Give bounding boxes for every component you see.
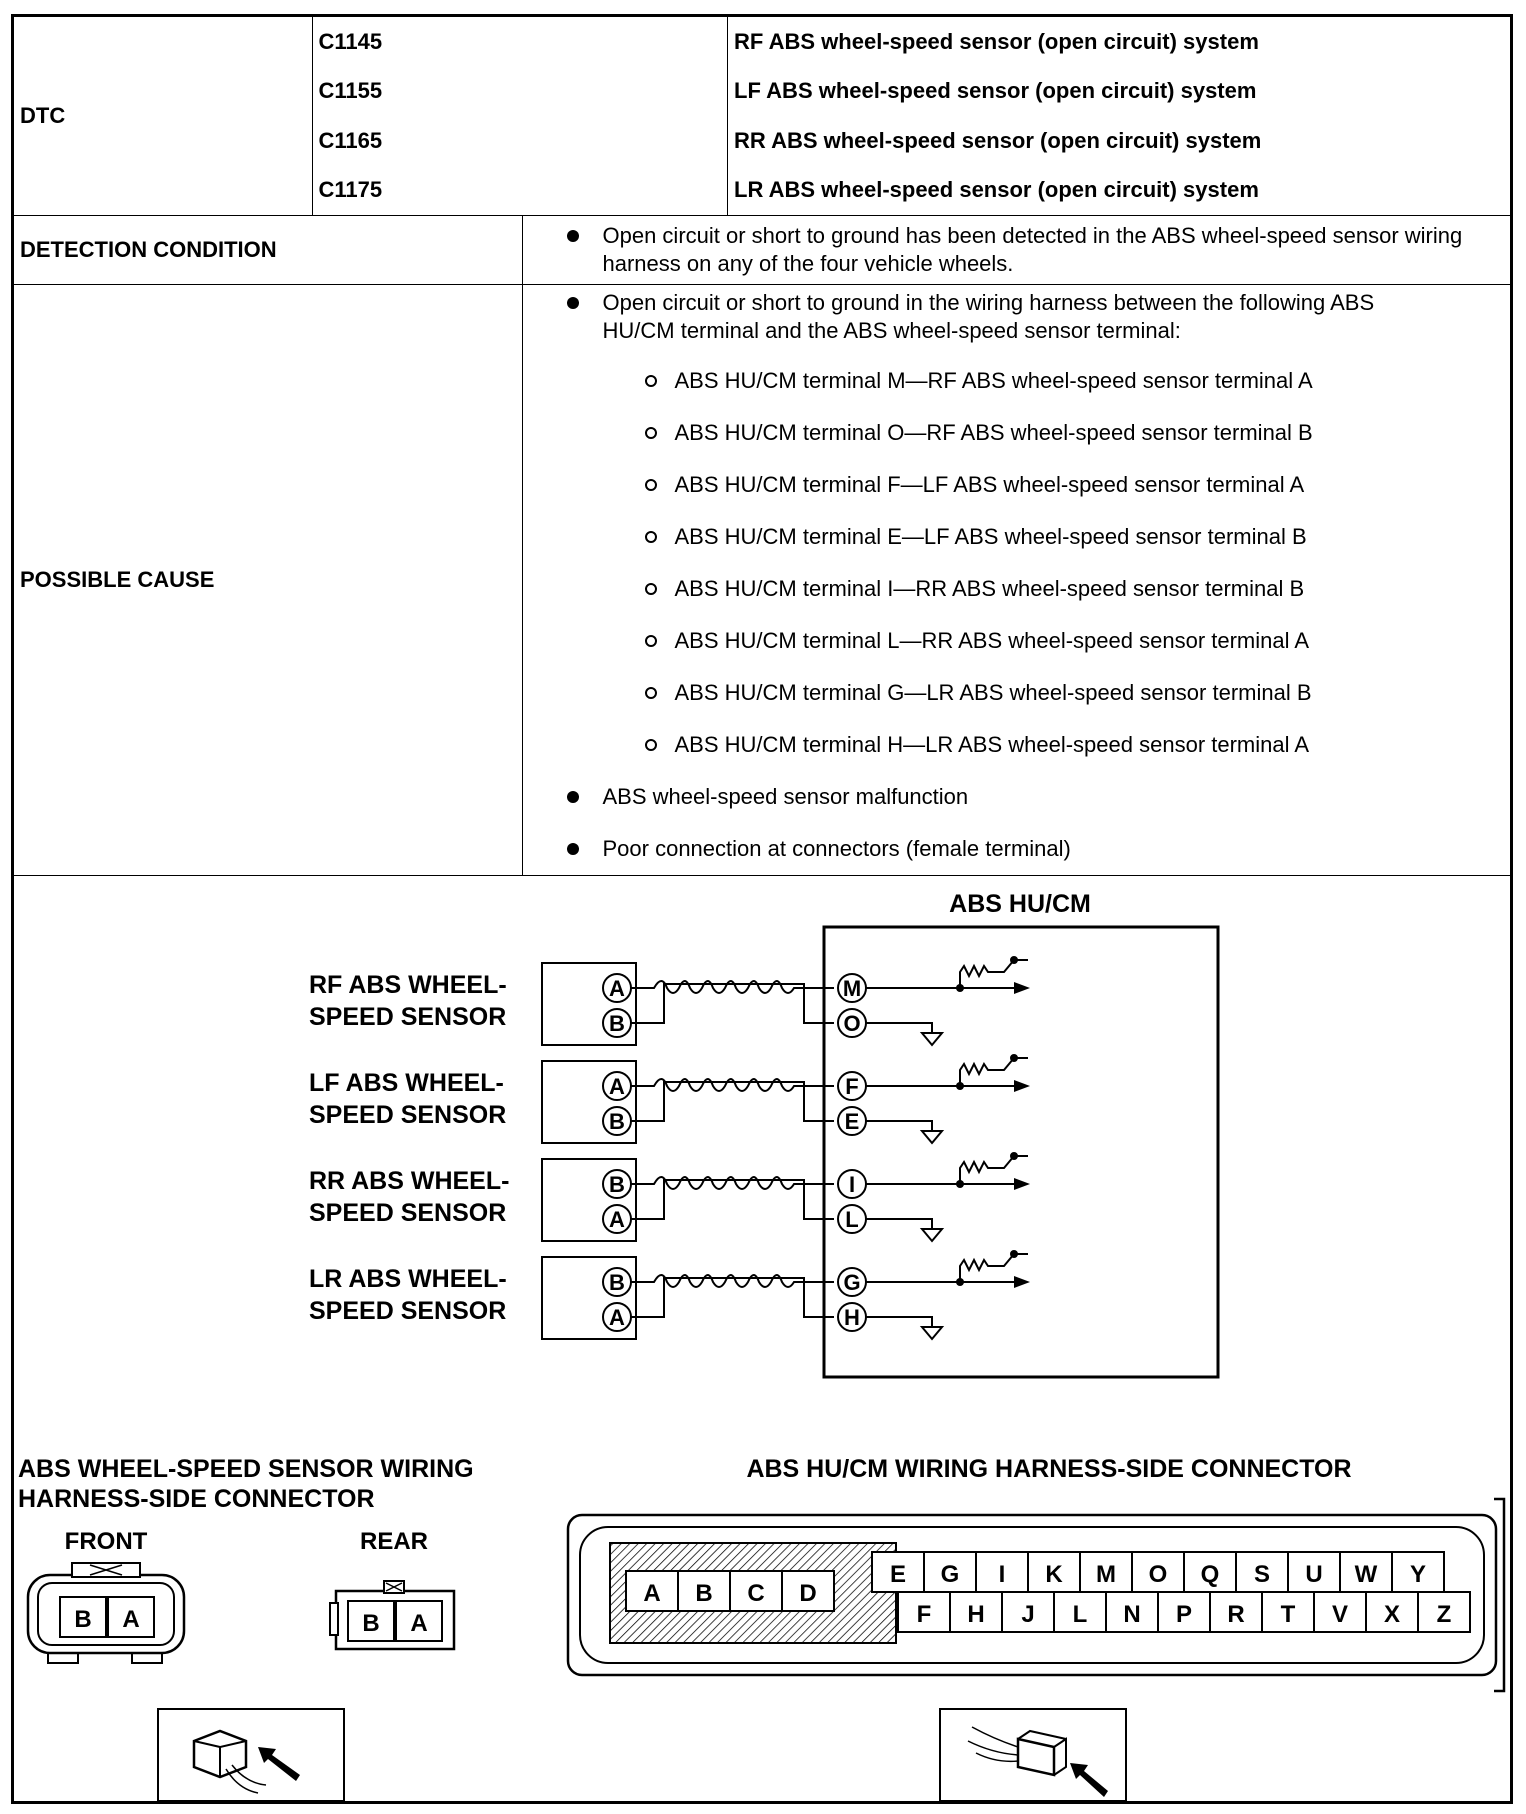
dtc-code-row: [313, 17, 1511, 67]
ground-icon: [922, 1327, 942, 1339]
sensor-connector-view-icon: [158, 1709, 344, 1801]
detection-label: DETECTION CONDITION: [14, 216, 522, 285]
sensor-circuit: [309, 1250, 1030, 1339]
hucm-pin-label: S: [1253, 1561, 1271, 1588]
dtc-description: RF ABS wheel-speed sensor (open circuit) system: [734, 28, 1259, 54]
dtc-codes: [313, 17, 1511, 215]
dtc-label: DTC: [14, 17, 312, 216]
rear-pin-label: A: [410, 1610, 428, 1637]
hucm-pin-label: A: [643, 1580, 661, 1607]
possible-cause-row: [14, 285, 1510, 876]
front-connector-foot: [48, 1653, 78, 1663]
pull-up-resistor-icon: [960, 960, 1014, 988]
sensor-label-line2: SPEED SENSOR: [309, 1003, 507, 1031]
dtc-code-row: [313, 166, 1511, 216]
sensor-connector-title-line2: HARNESS-SIDE CONNECTOR: [18, 1485, 375, 1513]
return-wire: [631, 984, 834, 1023]
sensor-pin-top: A: [609, 976, 625, 1001]
module-ground-terminal: L: [845, 1207, 859, 1232]
hucm-pin-label: P: [1175, 1601, 1193, 1628]
cause-terminal-item: ABS HU/CM terminal M—RF ABS wheel-speed sensor terminal A: [529, 355, 1505, 407]
signal-arrow-icon: [1014, 1080, 1030, 1092]
wiring-diagram: [14, 869, 1510, 1807]
rear-pin-label: B: [362, 1610, 380, 1637]
ground-wire: [866, 1317, 932, 1327]
hucm-pin-label: B: [695, 1580, 713, 1607]
hucm-pin-label: N: [1123, 1601, 1141, 1628]
sensor-pin-bottom: B: [609, 1109, 625, 1134]
sensor-label-line1: LF ABS WHEEL-: [309, 1069, 504, 1097]
hucm-pin-label: U: [1305, 1561, 1323, 1588]
dtc-description: LR ABS wheel-speed sensor (open circuit) system: [734, 177, 1259, 203]
hucm-pin-label: Z: [1436, 1601, 1452, 1628]
sensor-pin-bottom: A: [609, 1207, 625, 1232]
cause-terminal-item: ABS HU/CM terminal G—LR ABS wheel-speed sensor terminal B: [529, 667, 1505, 719]
front-pin-label: A: [122, 1606, 140, 1633]
cause-terminal-item: ABS HU/CM terminal E—LF ABS wheel-speed sensor terminal B: [529, 511, 1505, 563]
hucm-pin-label: X: [1383, 1601, 1401, 1628]
hucm-pin-label: M: [1096, 1561, 1116, 1588]
dtc-description: RR ABS wheel-speed sensor (open circuit) system: [734, 127, 1262, 153]
sensor-pin-bottom: A: [609, 1305, 625, 1330]
sensor-label-line1: RR ABS WHEEL-: [309, 1167, 510, 1195]
sensor-pin-top: B: [609, 1172, 625, 1197]
hucm-pin-label: H: [967, 1601, 985, 1628]
hucm-pin-label: Q: [1200, 1561, 1220, 1588]
detection-bullet: Open circuit or short to ground has been detected in the ABS wheel-speed sensor wiring harness on any of the four vehicle wheels.: [529, 222, 1505, 278]
return-wire: [631, 1082, 834, 1121]
hucm-pin-label: E: [889, 1561, 907, 1588]
cause-terminal-item: ABS HU/CM terminal F—LF ABS wheel-speed sensor terminal A: [529, 459, 1505, 511]
front-connector-label: FRONT: [64, 1528, 148, 1555]
return-wire: [631, 1278, 834, 1317]
hucm-connector-title: ABS HU/CM WIRING HARNESS-SIDE CONNECTOR: [746, 1455, 1352, 1483]
hucm-pin-label: L: [1072, 1601, 1088, 1628]
ground-wire: [866, 1219, 932, 1229]
module-signal-terminal: I: [848, 1172, 856, 1197]
dtc-code: C1145: [313, 17, 728, 67]
hucm-pin-label: D: [799, 1580, 817, 1607]
ground-icon: [922, 1131, 942, 1143]
hucm-pin-label: V: [1331, 1601, 1349, 1628]
dtc-table: [14, 17, 1510, 876]
sensor-pin-top: A: [609, 1074, 625, 1099]
possible-cause-label: POSSIBLE CAUSE: [14, 285, 522, 876]
dtc-row: [14, 17, 1510, 216]
rear-connector-label: REAR: [359, 1528, 429, 1555]
view-icon-frame: [158, 1709, 344, 1801]
module-signal-terminal: G: [843, 1270, 861, 1295]
possible-cause-list: [522, 285, 1510, 876]
module-signal-terminal: F: [845, 1074, 859, 1099]
hucm-connector: [568, 1499, 1504, 1691]
signal-arrow-icon: [1014, 1276, 1030, 1288]
signal-arrow-icon: [1014, 1178, 1030, 1190]
front-connector: [28, 1563, 184, 1663]
hucm-pin-label: C: [747, 1580, 765, 1607]
cause-bullet: ABS wheel-speed sensor malfunction: [529, 771, 1505, 823]
hucm-pin-label: R: [1227, 1601, 1245, 1628]
rear-connector-side: [330, 1603, 338, 1635]
front-pin-label: B: [74, 1606, 92, 1633]
cause-terminal-item: ABS HU/CM terminal O—RF ABS wheel-speed sensor terminal B: [529, 407, 1505, 459]
hucm-pin-label: F: [916, 1601, 932, 1628]
sensor-label-line2: SPEED SENSOR: [309, 1101, 507, 1129]
sensor-label-line1: LR ABS WHEEL-: [309, 1265, 507, 1293]
sensor-circuit: [309, 956, 1030, 1045]
detection-row: [14, 216, 1510, 285]
hucm-pin-label: G: [940, 1561, 960, 1588]
sensor-label-line2: SPEED SENSOR: [309, 1297, 507, 1325]
front-connector-foot: [132, 1653, 162, 1663]
detection-text: [522, 216, 1510, 285]
hucm-pin-label: T: [1280, 1601, 1296, 1628]
rear-connector: [330, 1581, 454, 1649]
dtc-code: C1165: [313, 116, 728, 166]
ground-wire: [866, 1023, 932, 1033]
module-ground-terminal: E: [844, 1109, 860, 1134]
hucm-pin-label: O: [1148, 1561, 1168, 1588]
cause-bullet: Poor connection at connectors (female terminal): [529, 823, 1505, 875]
hucm-connector-view-icon: [940, 1709, 1126, 1801]
pull-up-resistor-icon: [960, 1058, 1014, 1086]
abs-hucm-title: ABS HU/CM: [949, 890, 1091, 918]
dtc-description: LF ABS wheel-speed sensor (open circuit) system: [734, 78, 1257, 104]
hucm-pin-label: Y: [1409, 1561, 1427, 1588]
cause-intro: Open circuit or short to ground in the wiring harness between the following ABS HU/CM terminal and the ABS wheel-speed sensor terminal:: [529, 289, 1505, 345]
cause-terminal-item: ABS HU/CM terminal H—LR ABS wheel-speed sensor terminal A: [529, 719, 1505, 771]
hucm-pin-label: I: [998, 1561, 1006, 1588]
hucm-pin-label: K: [1045, 1561, 1063, 1588]
sensor-pin-top: B: [609, 1270, 625, 1295]
sensor-pin-bottom: B: [609, 1011, 625, 1036]
ground-icon: [922, 1229, 942, 1241]
dtc-code: C1175: [313, 166, 728, 216]
hucm-pin-label: J: [1021, 1601, 1035, 1628]
sensor-label-line2: SPEED SENSOR: [309, 1199, 507, 1227]
module-ground-terminal: O: [843, 1011, 861, 1036]
dtc-code-row: [313, 116, 1511, 166]
sensor-label-line1: RF ABS WHEEL-: [309, 971, 507, 999]
hucm-pin-label: W: [1354, 1561, 1378, 1588]
dtc-sheet: [11, 14, 1513, 1804]
sensor-circuit: [309, 1152, 1030, 1241]
pull-up-resistor-icon: [960, 1254, 1014, 1282]
ground-wire: [866, 1121, 932, 1131]
dtc-code-row: [313, 67, 1511, 117]
abs-hucm-module-box: [824, 927, 1218, 1377]
module-ground-terminal: H: [844, 1305, 860, 1330]
pull-up-resistor-icon: [960, 1156, 1014, 1184]
ground-icon: [922, 1033, 942, 1045]
sensor-connector-title: ABS WHEEL-SPEED SENSOR WIRING: [18, 1455, 474, 1483]
signal-arrow-icon: [1014, 982, 1030, 994]
dtc-code: C1155: [313, 67, 728, 117]
cause-terminal-item: ABS HU/CM terminal L—RR ABS wheel-speed sensor terminal A: [529, 615, 1505, 667]
module-signal-terminal: M: [842, 976, 862, 1001]
cause-terminal-item: ABS HU/CM terminal I—RR ABS wheel-speed sensor terminal B: [529, 563, 1505, 615]
sensor-circuit: [309, 1054, 1030, 1143]
return-wire: [631, 1180, 834, 1219]
